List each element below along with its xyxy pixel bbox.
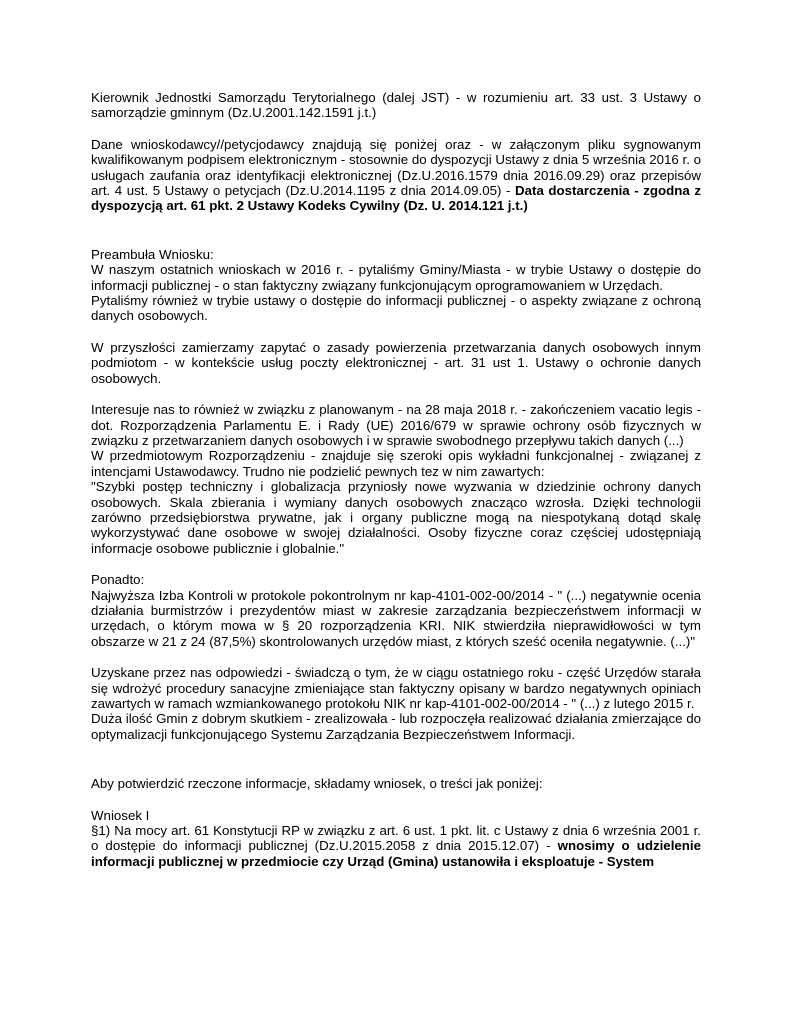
preamble-paragraph-4: Interesuje nas to również w związku z planowanym - na 28 maja 2018 r. - zakończeniem vacatio legis - dot. Rozporządzenia Parlamentu E. i Rady (UE) 2016/679 w sprawie ochrony osób fizycznych w związku z przetwarzaniem danych osobowych i w sprawie swobodnego przepływu takich danych (...) (91, 402, 701, 448)
moreover-heading: Ponadto: (91, 572, 145, 588)
request-paragraph-text: §1) Na mocy art. 61 Konstytucji RP w związku z art. 6 ust. 1 pkt. lit. c Ustawy z dnia 6 września 2001 r. o dostępie do informacji publicznej (Dz.U.2015.2058 z dnia 2015.12.07) - (91, 823, 701, 854)
intro-paragraph: Kierownik Jednostki Samorządu Terytorialnego (dalej JST) - w rozumieniu art. 33 ust. 3 Ustawy o samorządzie gminnym (Dz.U.2001.142.1591 j.t.) (91, 90, 701, 121)
request-paragraph-bold: wnosimy o udzielenie informacji publicznej w przedmiocie czy Urząd (Gmina) ustanowiła i eksploatuje - System (91, 838, 701, 869)
preamble-paragraph-5: W przedmiotowym Rozporządzeniu - znajduje się szeroki opis wykładni funkcjonalnej - związanej z intencjami Ustawodawcy. Trudno nie podzielić pewnych tez w nim zawartych: (91, 448, 701, 479)
applicant-data-text: Dane wnioskodawcy//petycjodawcy znajdują się poniżej oraz - w załączonym pliku sygnowanym kwalifikowanym podpisem elektronicznym - stosownie do dyspozycji Ustawy z dnia 5 września 2016 r. o usługach zaufania oraz identyfikacji elektronicznej (Dz.U.2016.1579 dnia 2016.09.29) oraz przepisów art. 4 ust. 5 Ustawy o petycjach (Dz.U.2014.1195 z dnia 2014.09.05) - (91, 136, 701, 199)
regulation-quote: "Szybki postęp techniczny i globalizacja przyniosły nowe wyzwania w dziedzinie ochrony danych osobowych. Skala zbierania i wymiany danych osobowych znacząco wzrosła. Dzięki technologii zarówno przedsiębiorstwa prywatne, jak i organy publiczne mogą na niespotykaną dotąd skalę wykorzystywać dane osobowe w swojej działalności. Osoby fizyczne coraz częściej udostępniają informacje osobowe publicznie i globalnie." (91, 479, 701, 556)
preamble-heading: Preambuła Wniosku: (91, 246, 214, 262)
preamble-paragraph-2: Pytaliśmy również w trybie ustawy o dostępie do informacji publicznej - o aspekty związane z ochroną danych osobowych. (91, 293, 701, 324)
request-heading: Wniosek I (91, 807, 150, 823)
request-paragraph-1 (91, 823, 701, 869)
municipalities-paragraph: Duża ilość Gmin z dobrym skutkiem - zrealizowała - lub rozpoczęła realizować działania zmierzające do optymalizacji funkcjonującego Systemu Zarządzania Bezpieczeństwem Informacji. (91, 711, 701, 742)
applicant-data-paragraph (91, 137, 701, 214)
nik-quote-paragraph: Najwyższa Izba Kontroli w protokole pokontrolnym nr kap-4101-002-00/2014 - " (...) negatywnie ocenia działania burmistrzów i prezydentów miast w zakresie zarządzania bezpieczeństwem informacji w urzędach, o którym mowa w § 20 rozporządzenia KRI. NIK stwierdziła nieprawidłowości w tym obszarze w 21 z 24 (87,5%) skontrolowanych urzędów miast, z których sześć oceniła negatywnie. (...)" (91, 587, 701, 649)
preamble-paragraph-3: W przyszłości zamierzamy zapytać o zasady powierzenia przetwarzania danych osobowych innym podmiotom - w kontekście usług poczty elektronicznej - art. 31 ust 1. Ustawy o ochronie danych osobowych. (91, 339, 701, 386)
document-page (91, 90, 701, 869)
delivery-date-bold: Data dostarczenia - zgodna z dyspozycją art. 61 pkt. 2 Ustawy Kodeks Cywilny (Dz. U. 2014.121 j.t.) (91, 183, 701, 214)
preamble-paragraph-1: W naszym ostatnich wnioskach w 2016 r. - pytaliśmy Gminy/Miasta - w trybie Ustawy o dostępie do informacji publicznej - o stan faktyczny związany funkcjonującym oprogramowaniem w Urzędach. (91, 262, 701, 293)
request-lead: Aby potwierdzić rzeczone informacje, składamy wniosek, o treści jak poniżej: (91, 776, 543, 792)
responses-paragraph: Uzyskane przez nas odpowiedzi - świadczą o tym, że w ciągu ostatniego roku - część Urzędów starała się wdrożyć procedury sanacyjne zmieniające stan faktyczny opisany w bardzo negatywnych opiniach zawartych w ramach wzmiankowanego protokołu NIK nr kap-4101-002-00/2014 - " (...) z lutego 2015 r. (91, 665, 701, 711)
